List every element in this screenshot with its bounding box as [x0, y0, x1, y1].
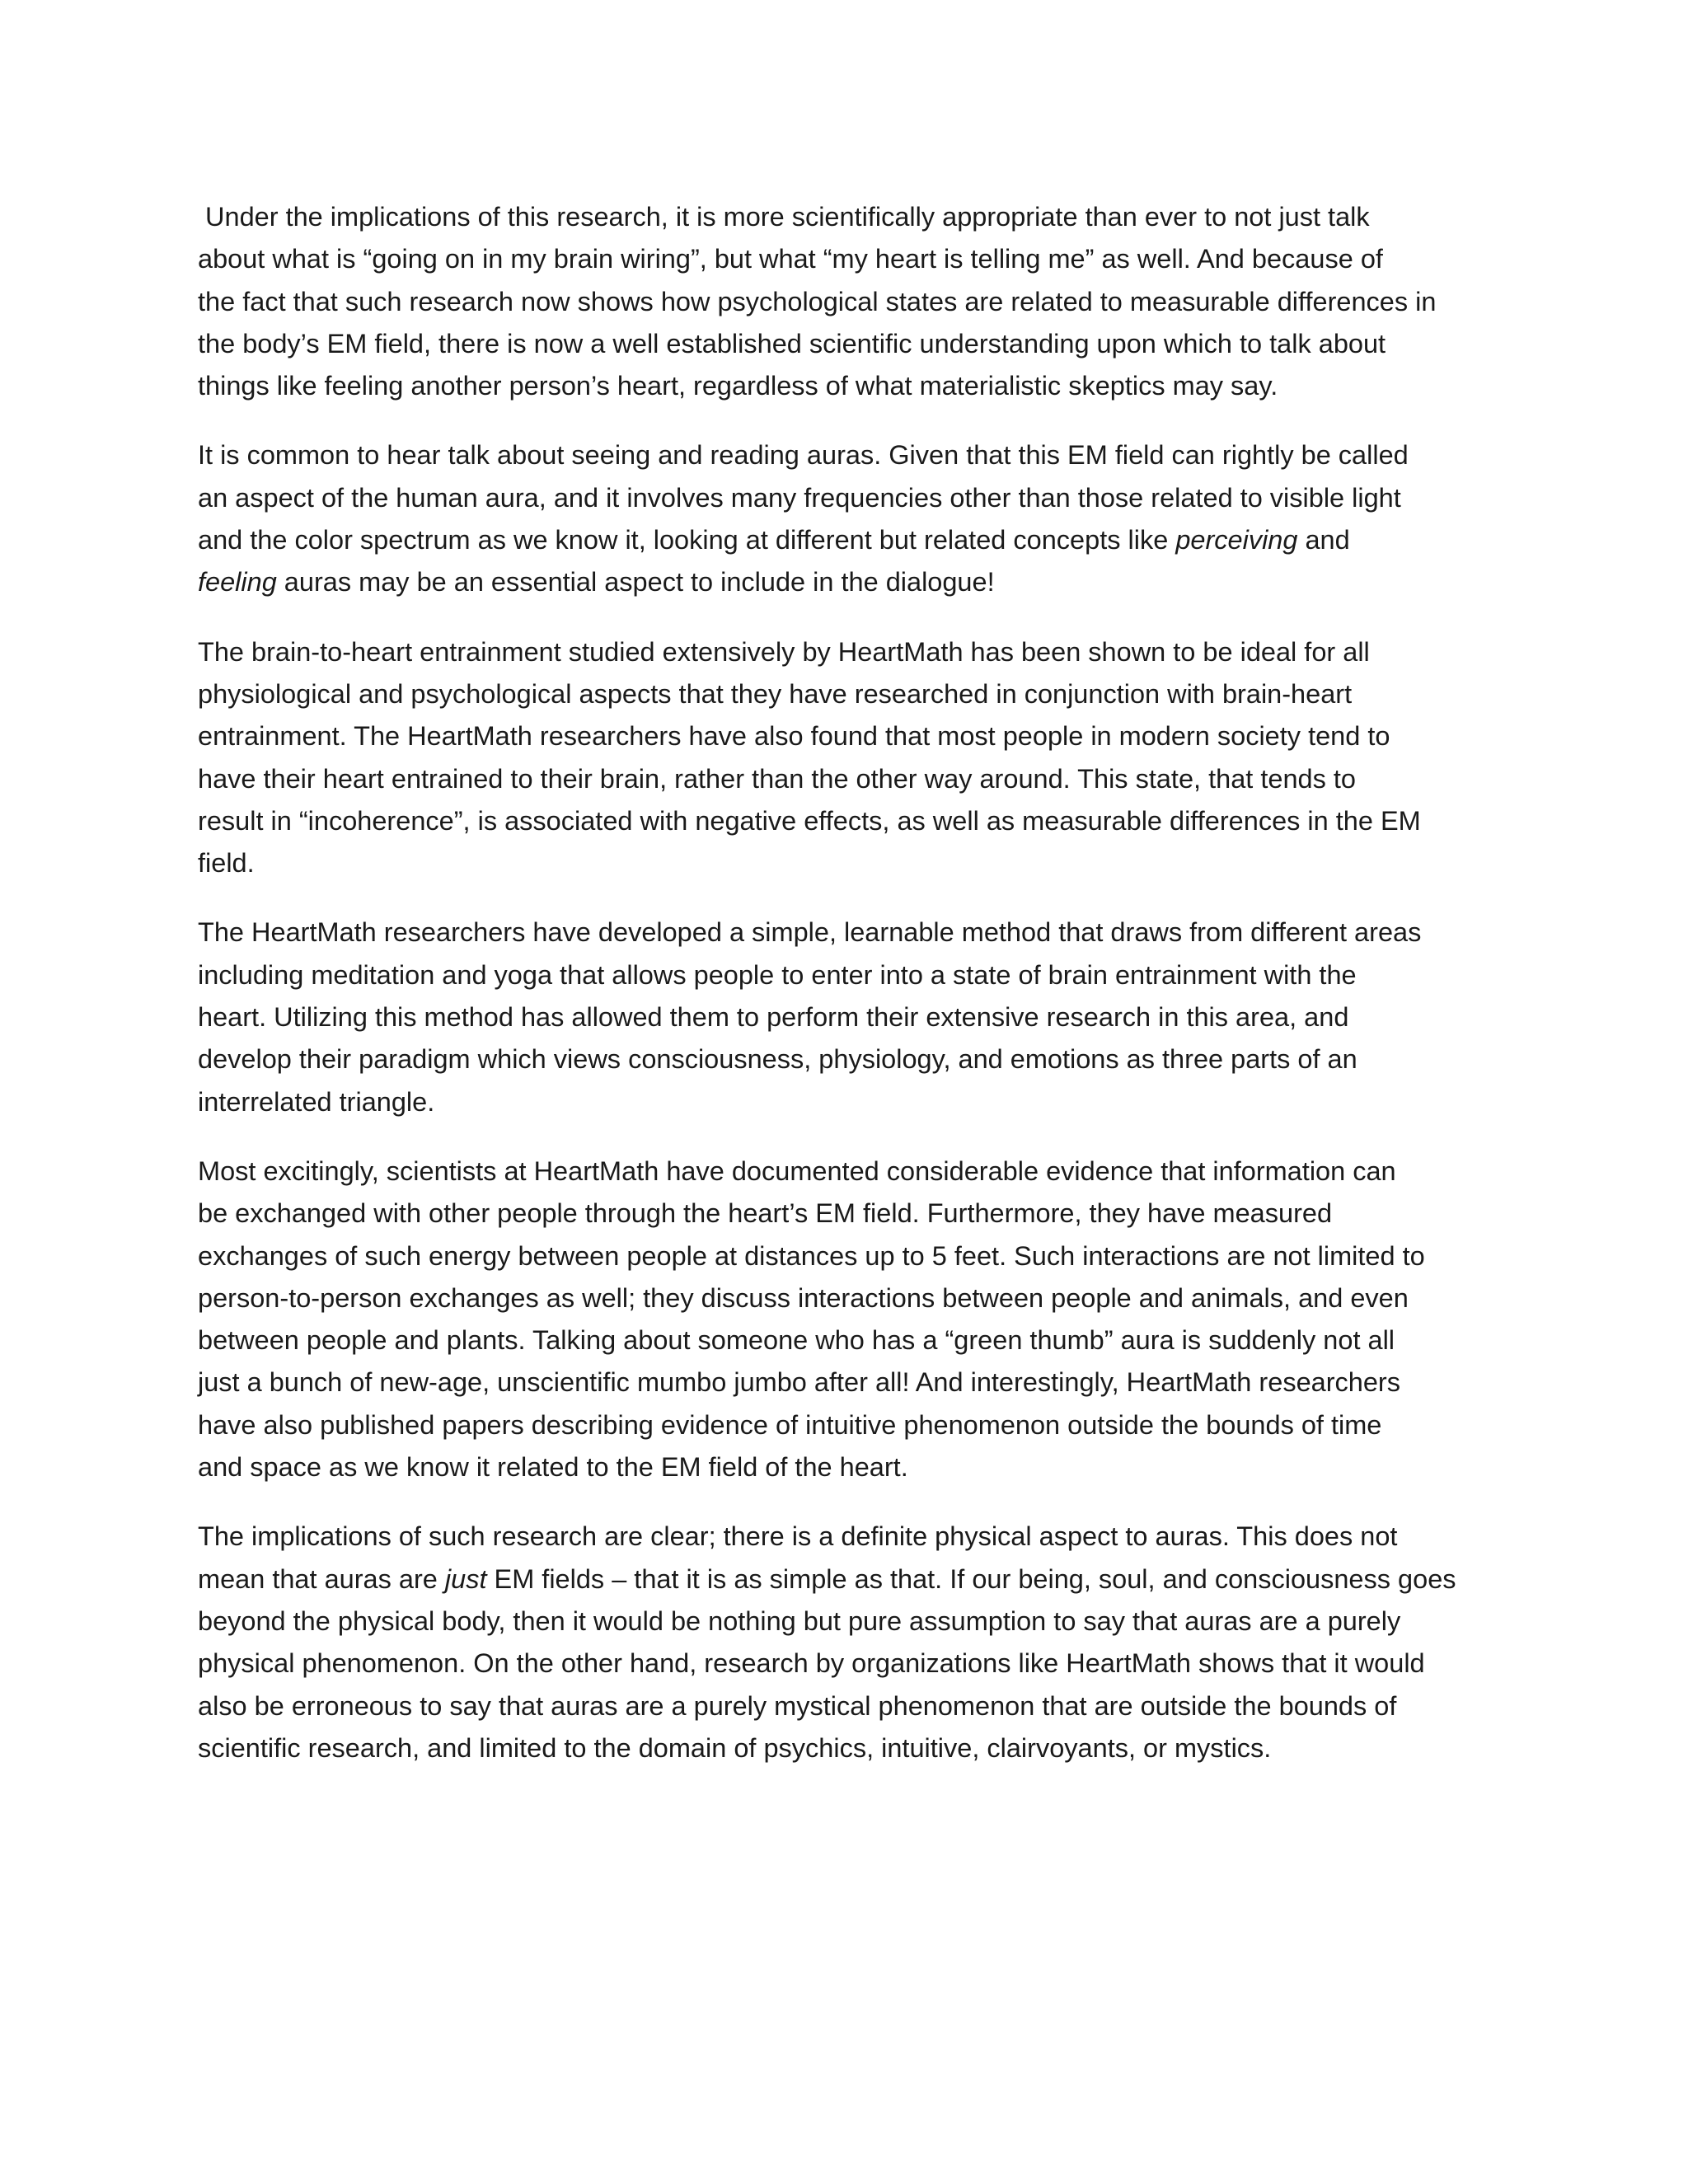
- text-segment: an aspect of the human aura, and it involves many frequencies other than those related to visible light: [198, 482, 1401, 513]
- text-line: [198, 842, 1492, 884]
- text-line: [198, 1319, 1492, 1361]
- text-line: [198, 323, 1492, 365]
- text-segment: It is common to hear talk about seeing and reading auras. Given that this EM field can rightly be called: [198, 440, 1409, 471]
- text-segment: also be erroneous to say that auras are a purely mystical phenomenon that are outside the bounds of: [198, 1690, 1397, 1721]
- text-line: [198, 1151, 1492, 1193]
- text-segment: and space as we know it related to the EM field of the heart.: [198, 1452, 908, 1483]
- text-line: [198, 196, 1492, 238]
- text-line: [198, 996, 1492, 1038]
- text-segment: Under the implications of this research, it is more scientifically appropriate than ever to not just talk: [198, 202, 1370, 232]
- text-line: [198, 1643, 1492, 1685]
- text-line: [198, 954, 1492, 996]
- text-line: [198, 519, 1492, 561]
- text-line: [198, 1404, 1492, 1446]
- text-line: [198, 912, 1492, 954]
- text-segment: result in “incoherence”, is associated with negative effects, as well as measurable differences in the EM: [198, 805, 1421, 836]
- text-segment: The HeartMath researchers have developed a simple, learnable method that draws from different areas: [198, 917, 1422, 948]
- text-segment: beyond the physical body, then it would be nothing but pure assumption to say that auras are a purely: [198, 1605, 1401, 1636]
- text-segment: The brain-to-heart entrainment studied extensively by HeartMath has been shown to be ideal for all: [198, 636, 1370, 667]
- text-line: [198, 1685, 1492, 1727]
- text-segment: field.: [198, 848, 255, 879]
- text-line: [198, 1081, 1492, 1123]
- text-line: [198, 758, 1492, 800]
- text-line: [198, 1038, 1492, 1080]
- text-segment: interrelated triangle.: [198, 1086, 435, 1117]
- text-line: [198, 238, 1492, 280]
- text-line: [198, 1235, 1492, 1277]
- paragraph: [198, 631, 1492, 885]
- text-segment: and the color spectrum as we know it, looking at different but related concepts like: [198, 525, 1176, 555]
- text-segment: mean that auras are: [198, 1563, 445, 1594]
- text-line: [198, 281, 1492, 323]
- text-line: [198, 715, 1492, 757]
- text-segment: The implications of such research are clear; there is a definite physical aspect to auras. This does not: [198, 1521, 1398, 1552]
- text-line: [198, 1446, 1492, 1488]
- italic-text: feeling: [198, 567, 277, 598]
- text-segment: between people and plants. Talking about someone who has a “green thumb” aura is suddenly not all: [198, 1325, 1395, 1356]
- text-line: [198, 1361, 1492, 1404]
- paragraph: [198, 434, 1492, 603]
- text-segment: just a bunch of new-age, unscientific mumbo jumbo after all! And interestingly, HeartMath researchers: [198, 1367, 1401, 1398]
- text-segment: exchanges of such energy between people at distances up to 5 feet. Such interactions are not limited to: [198, 1240, 1425, 1271]
- text-segment: physical phenomenon. On the other hand, research by organizations like HeartMath shows that it would: [198, 1648, 1425, 1679]
- text-segment: things like feeling another person’s heart, regardless of what materialistic skeptics may say.: [198, 371, 1278, 401]
- text-segment: person-to-person exchanges as well; they discuss interactions between people and animals, and even: [198, 1282, 1409, 1313]
- text-segment: the body’s EM field, there is now a well established scientific understanding upon which to talk about: [198, 328, 1386, 359]
- italic-text: perceiving: [1175, 525, 1298, 555]
- text-segment: scientific research, and limited to the domain of psychics, intuitive, clairvoyants, or mystics.: [198, 1732, 1272, 1763]
- text-line: [198, 1601, 1492, 1643]
- text-segment: Most excitingly, scientists at HeartMath have documented considerable evidence that information can: [198, 1155, 1396, 1186]
- text-line: [198, 434, 1492, 476]
- text-segment: about what is “going on in my brain wiring”, but what “my heart is telling me” as well. And because of: [198, 244, 1383, 274]
- text-line: [198, 1193, 1492, 1235]
- paragraph: [198, 1516, 1492, 1769]
- paragraph: [198, 196, 1492, 407]
- text-line: [198, 477, 1492, 519]
- text-segment: EM fields – that it is as simple as that. If our being, soul, and consciousness goes: [486, 1563, 1456, 1594]
- paragraph: [198, 1151, 1492, 1488]
- text-segment: auras may be an essential aspect to include in the dialogue!: [276, 567, 995, 598]
- text-line: [198, 1558, 1492, 1601]
- text-line: [198, 561, 1492, 603]
- text-segment: the fact that such research now shows how psychological states are related to measurable differences in: [198, 286, 1437, 316]
- text-line: [198, 673, 1492, 715]
- text-segment: have their heart entrained to their brain, rather than the other way around. This state, that tends to: [198, 763, 1356, 794]
- document-body: [198, 196, 1492, 1797]
- text-line: [198, 1516, 1492, 1558]
- text-segment: develop their paradigm which views consciousness, physiology, and emotions as three parts of an: [198, 1044, 1357, 1075]
- text-line: [198, 631, 1492, 673]
- text-segment: entrainment. The HeartMath researchers have also found that most people in modern society tend to: [198, 721, 1390, 752]
- text-segment: physiological and psychological aspects that they have researched in conjunction with brain-heart: [198, 678, 1353, 709]
- text-segment: including meditation and yoga that allows people to enter into a state of brain entrainment with the: [198, 959, 1357, 990]
- text-segment: and: [1297, 525, 1350, 555]
- text-segment: heart. Utilizing this method has allowed them to perform their extensive research in this area, and: [198, 1002, 1349, 1033]
- text-segment: have also published papers describing evidence of intuitive phenomenon outside the bounds of time: [198, 1409, 1382, 1440]
- paragraph: [198, 912, 1492, 1122]
- text-line: [198, 1727, 1492, 1769]
- italic-text: just: [444, 1563, 487, 1594]
- text-line: [198, 365, 1492, 407]
- text-line: [198, 800, 1492, 842]
- text-line: [198, 1277, 1492, 1319]
- text-segment: be exchanged with other people through the heart’s EM field. Furthermore, they have measured: [198, 1198, 1333, 1229]
